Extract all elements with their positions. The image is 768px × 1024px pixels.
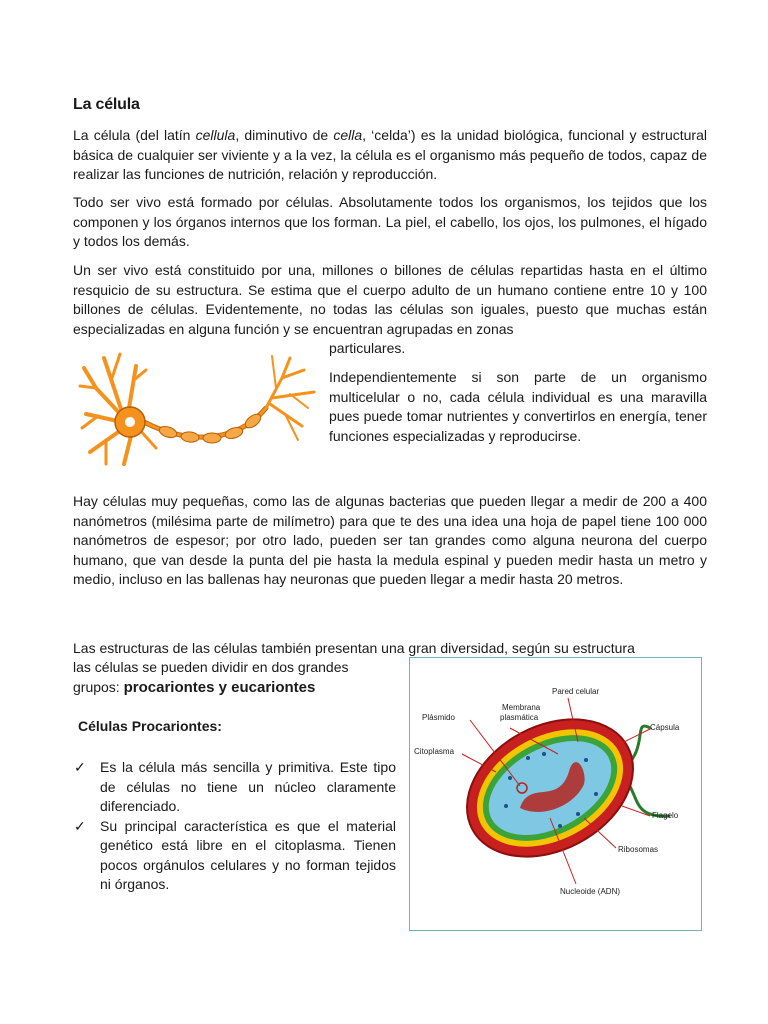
list-item xyxy=(74,758,396,817)
paragraph-structures: Las estructuras de las células también presentan una gran diversidad, según su estructura xyxy=(73,640,635,656)
page-title: La célula xyxy=(73,96,140,113)
list-item-text: Su principal característica es que el material genético está libre en el citoplasma. Tienen pocos orgánulos celulares y no forman tejidos ni órganos. xyxy=(100,817,396,892)
label-membrana-2: plasmática xyxy=(500,713,539,722)
check-mark-icon: ✓ xyxy=(74,759,86,775)
text-segment: , ‘celda’) es la unidad biológica, funcional y estructural básica de cualquier ser viviente y a la vez, la célula es el organismo más pequeño de todos, capaz de realizar las funciones de nutrición, relación y reproducción. xyxy=(73,127,707,182)
text-segment: , diminutivo de xyxy=(235,127,334,143)
label-flagelo: Flagelo xyxy=(652,811,679,820)
prokaryotic-cell-diagram xyxy=(409,657,702,931)
list-item-text: Es la célula más sencilla y primitiva. Este tipo de células no tiene un núcleo claramente diferenciado. xyxy=(100,759,396,814)
highlight-term: procariontes y eucariontes xyxy=(123,679,316,696)
label-citoplasma: Citoplasma xyxy=(414,747,455,756)
bullet-list xyxy=(74,758,396,895)
neuron-icon xyxy=(76,348,318,470)
paragraph-cell-sizes: Hay células muy pequeñas, como las de algunas bacterias que pueden llegar a medir de 200 a 400 nanómetros (milésima parte de milímetro) para que te des una idea una hoja de papel tiene 100 000 nanómetros de espesor; por otro lado, pueden ser tan grandes como alguna neurona del cuerpo humano, que van desde la punta del pie hasta la medula espinal y pueden medir hasta un metro y medio, incluso en las ballenas hay neuronas que pueden llegar a medir hasta 20 metros. xyxy=(73,493,707,587)
paragraph-structures-line2: las células se pueden dividir en dos grandes xyxy=(73,659,349,675)
paragraph-structures-line3 xyxy=(73,678,393,698)
paragraph-organisms: Todo ser vivo está formado por células. Absolutamente todos los organismos, los tejidos que los componen y los órganos internos que los forman. La piel, el cabello, los ojos, los pulmones, el hígado y todos los demás. xyxy=(73,194,707,249)
italic-term: cella xyxy=(333,127,363,143)
paragraph-cell-count-end: particulares. xyxy=(329,340,406,356)
label-capsula: Cápsula xyxy=(650,723,680,732)
label-nucleoide: Nucleoide (ADN) xyxy=(560,887,621,896)
paragraph-multicellular: Independientemente si son parte de un organismo multicelular o no, cada célula individual es una maravilla pues puede tomar nutrientes y convertirlos en energía, tener funciones especializadas y reproducirse. xyxy=(329,369,707,444)
label-ribosomas: Ribosomas xyxy=(618,845,659,854)
section-heading-procariontes: Células Procariontes: xyxy=(78,718,222,734)
label-plasmido: Plásmido xyxy=(422,713,455,722)
check-mark-icon: ✓ xyxy=(74,817,86,834)
bacteria-icon xyxy=(410,658,701,930)
text-segment: grupos: xyxy=(73,679,124,695)
paragraph-definition xyxy=(73,126,707,185)
list-item xyxy=(74,817,396,895)
italic-term: cellula xyxy=(195,127,236,143)
label-membrana-1: Membrana xyxy=(502,703,541,712)
text-segment: La célula (del latín xyxy=(73,127,196,143)
label-pared-celular: Pared celular xyxy=(552,687,600,696)
neuron-illustration xyxy=(76,348,318,470)
paragraph-cell-count: Un ser vivo está constituido por una, millones o billones de células repartidas hasta en el último resquicio de su estructura. Se estima que el cuerpo adulto de un humano contiene entre 10 y 100 billones de células. Evidentemente, no todas las células son iguales, puesto que muchas están especializadas en alguna función y se encuentran agrupadas en zonas xyxy=(73,262,707,337)
